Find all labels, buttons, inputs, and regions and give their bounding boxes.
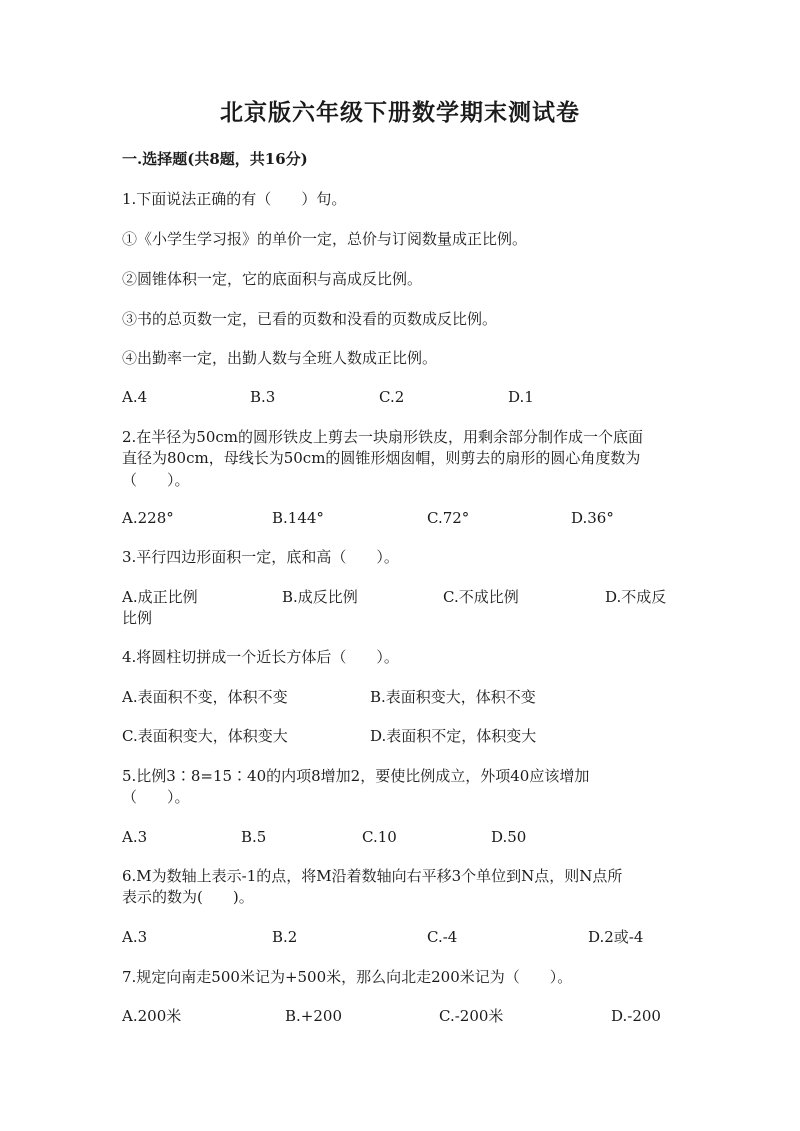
question-6-line-1: 6.M为数轴上表示-1的点，将M沿着数轴向右平移3个单位到N点，则N点所 (122, 867, 623, 885)
question-2-line-2: 直径为80cm，母线长为50cm的圆锥形烟囱帽，则剪去的扇形的圆心角度数为 (122, 449, 641, 467)
question-1-statement-2: ②圆锥体积一定，它的底面积与高成反比例。 (122, 270, 423, 288)
question-4-option-a: A.表面积不变，体积不变 (122, 688, 288, 706)
question-2-option-d: D.36° (571, 509, 614, 527)
question-4-option-b: B.表面积变大，体积不变 (370, 688, 536, 706)
question-7-stem: 7.规定向南走500米记为+500米，那么向北走200米记为（ ）。 (122, 968, 573, 986)
question-1-statement-3: ③书的总页数一定，已看的页数和没看的页数成反比例。 (122, 310, 498, 328)
question-4-option-c: C.表面积变大，体积变大 (122, 727, 288, 745)
question-2-line-1: 2.在半径为50cm的圆形铁皮上剪去一块扇形铁皮，用剩余部分制作成一个底面 (122, 428, 644, 446)
question-5-option-b: B.5 (241, 828, 267, 846)
question-3-option-d-continued: 比例 (122, 609, 153, 627)
question-1-option-c: C.2 (379, 388, 405, 406)
section-heading: 一.选择题(共8题，共16分) (122, 150, 308, 168)
question-6-option-c: C.-4 (427, 928, 458, 946)
question-6-option-a: A.3 (122, 928, 148, 946)
question-5-line-2: （ ）。 (122, 788, 190, 806)
question-6-option-d: D.2或-4 (588, 928, 644, 946)
question-1-option-b: B.3 (250, 388, 276, 406)
question-1-option-a: A.4 (122, 388, 148, 406)
question-5-option-c: C.10 (362, 828, 397, 846)
question-4-option-d: D.表面积不定，体积变大 (370, 727, 537, 745)
question-1-option-d: D.1 (508, 388, 534, 406)
question-1-statement-1: ①《小学生学习报》的单价一定，总价与订阅数量成正比例。 (122, 230, 528, 248)
question-5-option-a: A.3 (122, 828, 148, 846)
question-5-line-1: 5.比例3∶8=15∶40的内项8增加2，要使比例成立，外项40应该增加 (122, 767, 590, 785)
question-1-stem: 1.下面说法正确的有（ ）句。 (122, 190, 347, 208)
question-3-stem: 3.平行四边形面积一定，底和高（ ）。 (122, 548, 399, 566)
question-2-option-c: C.72° (427, 509, 470, 527)
question-3-option-a: A.成正比例 (122, 588, 198, 606)
question-2-option-a: A.228° (122, 509, 174, 527)
question-2-option-b: B.144° (272, 509, 324, 527)
question-3-option-d: D.不成反 (605, 588, 667, 606)
question-7-option-b: B.+200 (285, 1007, 342, 1025)
question-6-line-2: 表示的数为( )。 (122, 888, 254, 906)
question-3-option-b: B.成反比例 (282, 588, 358, 606)
question-6-option-b: B.2 (272, 928, 298, 946)
question-7-option-a: A.200米 (122, 1007, 182, 1025)
question-7-option-c: C.-200米 (439, 1007, 504, 1025)
question-1-statement-4: ④出勤率一定，出勤人数与全班人数成正比例。 (122, 349, 438, 367)
question-3-option-c: C.不成比例 (443, 588, 519, 606)
question-7-option-d: D.-200 (611, 1007, 661, 1025)
question-4-stem: 4.将圆柱切拼成一个近长方体后（ ）。 (122, 648, 399, 666)
question-2-line-3: （ ）。 (122, 471, 190, 489)
question-5-option-d: D.50 (491, 828, 527, 846)
page-title: 北京版六年级下册数学期末测试卷 (220, 99, 580, 126)
